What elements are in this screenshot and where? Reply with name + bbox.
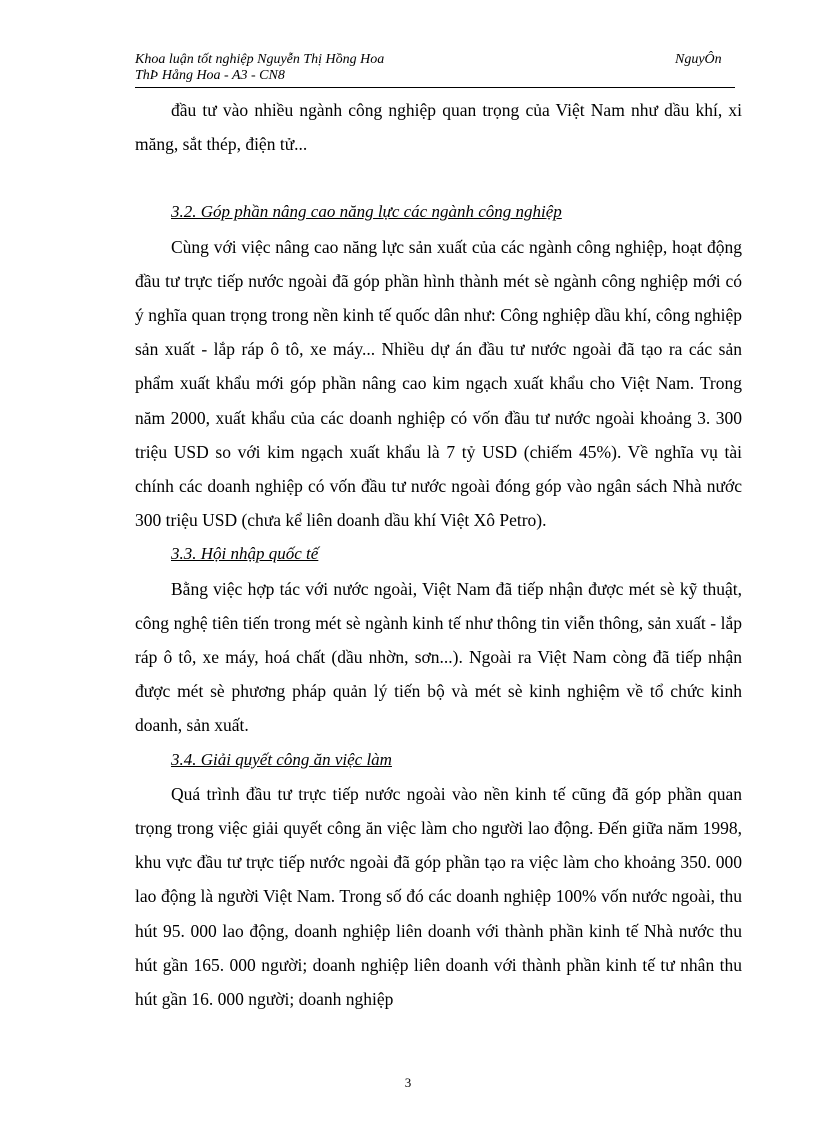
document-body [135,93,742,1016]
header-thesis-author: Khoa luận tốt nghiệp Nguyễn Thị Hồng Hoa [135,52,385,67]
header-author-class: ThÞ Hång Hoa - A3 - CN8 [135,68,285,83]
paragraph-integration: Bằng việc hợp tác với nước ngoài, Việt Nam đã tiếp nhận được mét sè kỹ thuật, công nghệ tiên tiến trong mét sè ngành kinh tế như thông tin viễn thông, sản xuất - lắp ráp ô tô, xe máy, hoá chất (dầu nhờn, sơn...). Ngoài ra Việt Nam còng đã tiếp nhận được mét sè phương pháp quản lý tiến bộ và mét sè kinh nghiệm về tổ chức kinh doanh, sản xuất. [135,578,742,736]
header-author-short: NguyÔn [675,52,722,67]
paragraph-employment: Quá trình đầu tư trực tiếp nước ngoài vào nền kinh tế cũng đã góp phần quan trọng trong việc giải quyết công ăn việc làm cho người lao động. Đến giữa năm 1998, khu vực đầu tư trực tiếp nước ngoài đã góp phần tạo ra việc làm cho khoảng 350. 000 lao động là người Việt Nam. Trong số đó các doanh nghiệp 100% vốn nước ngoài, thu hút 95. 000 lao động, doanh nghiệp liên doanh với thành phần kinh tế Nhà nước thu hút gần 165. 000 người; doanh nghiệp liên doanh với thành phần kinh tế tư nhân thu hút gần 16. 000 người; doanh nghiệp [135,783,742,1010]
paragraph-industry-capacity: Cùng với việc nâng cao năng lực sản xuất của các ngành công nghiệp, hoạt động đầu tư trực tiếp nước ngoài đã góp phần hình thành mét sè ngành công nghiệp mới có ý nghĩa quan trọng trong nền kinh tế quốc dân như: Công nghiệp dầu khí, công nghiệp sản xuất - lắp ráp ô tô, xe máy... Nhiều dự án đầu tư nước ngoài đã tạo ra các sản phẩm xuất khẩu mới góp phần nâng cao kim ngạch xuất khẩu cho Việt Nam. Trong năm 2000, xuất khẩu của các doanh nghiệp có vốn đầu tư nước ngoài khoảng 3. 300 triệu USD so với kim ngạch xuất khẩu là 7 tỷ USD (chiếm 45%). Về nghĩa vụ tài chính các doanh nghiệp có vốn đầu tư nước ngoài đóng góp vào ngân sách Nhà nước 300 triệu USD (chưa kể liên doanh dầu khí Việt Xô Petro). [135,236,742,531]
page-number: 3 [404,1075,412,1090]
section-heading-3-4: 3.4. Giải quyết công ăn việc làm [171,749,392,769]
section-heading-3-2: 3.2. Góp phần nâng cao năng lực các ngành công nghiệp [171,202,562,222]
header-rule [135,87,735,88]
section-heading-3-3: 3.3. Hội nhập quốc tế [171,544,319,564]
spacer [135,161,742,195]
page-header [135,52,735,84]
paragraph-continued: đầu tư vào nhiều ngành công nghiệp quan trọng của Việt Nam như dầu khí, xi măng, sắt thép, điện tử... [135,100,742,155]
